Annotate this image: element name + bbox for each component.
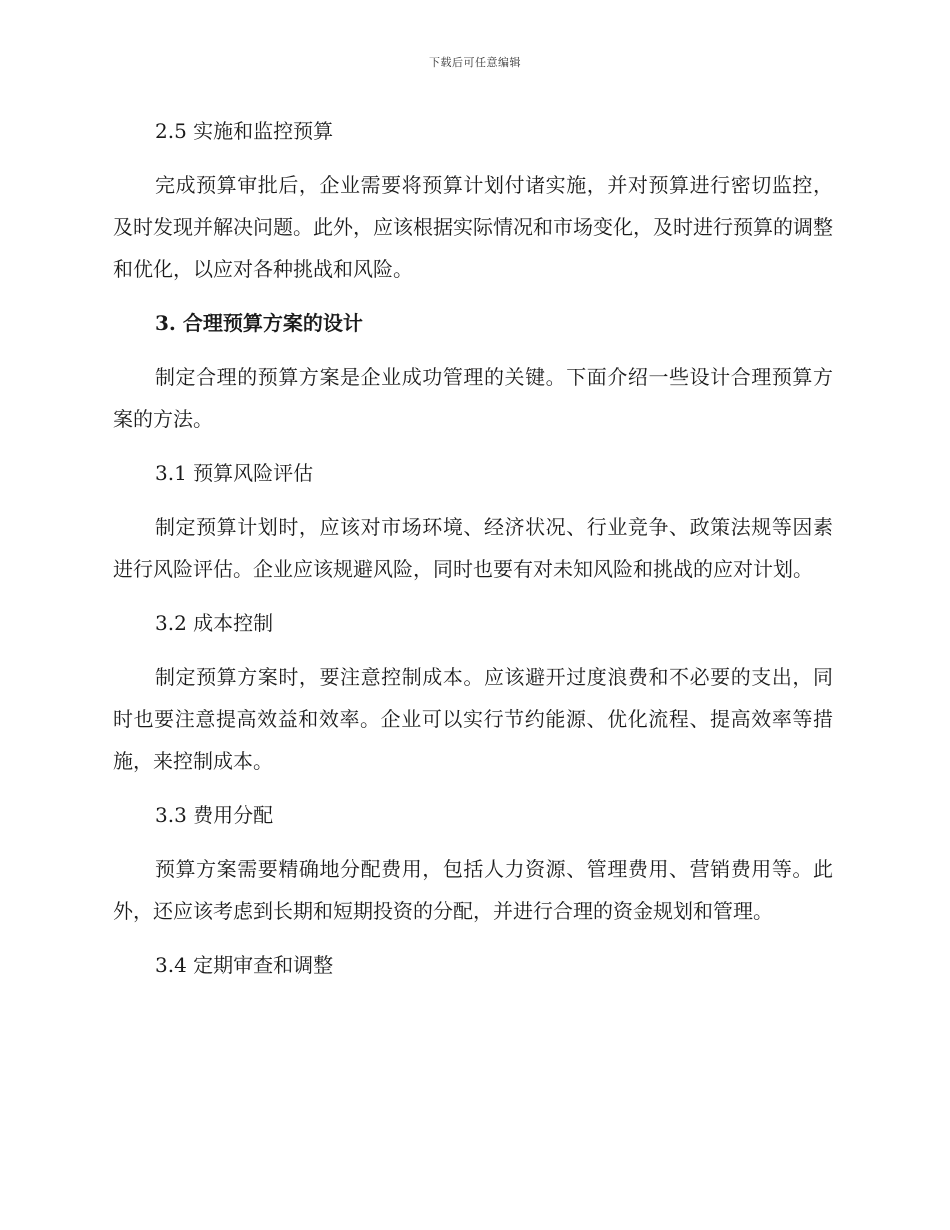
section-2-5-title: 2.5 实施和监控预算 — [155, 119, 334, 143]
section-3-intro-paragraph: 制定合理的预算方案是企业成功管理的关键。下面介绍一些设计合理预算方案的方法。 — [113, 365, 833, 431]
section-3-2-title: 3.2 成本控制 — [155, 611, 274, 635]
section-3-1-paragraph: 制定预算计划时，应该对市场环境、经济状况、行业竞争、政策法规等因素进行风险评估。企业应该规避风险，同时也要有对未知风险和挑战的应对计划。 — [113, 515, 833, 581]
section-3-4-title: 3.4 定期审查和调整 — [155, 953, 334, 977]
section-2-5-paragraph: 完成预算审批后，企业需要将预算计划付诸实施，并对预算进行密切监控，及时发现并解决问题。此外，应该根据实际情况和市场变化，及时进行预算的调整和优化，以应对各种挑战和风险。 — [113, 173, 833, 281]
section-3-1-title: 3.1 预算风险评估 — [155, 461, 314, 485]
section-3-2-paragraph: 制定预算方案时，要注意控制成本。应该避开过度浪费和不必要的支出，同时也要注意提高效益和效率。企业可以实行节约能源、优化流程、提高效率等措施，来控制成本。 — [113, 665, 833, 773]
section-3-3-title: 3.3 费用分配 — [155, 803, 274, 827]
section-3-3-paragraph: 预算方案需要精确地分配费用，包括人力资源、管理费用、营销费用等。此外，还应该考虑到长期和短期投资的分配，并进行合理的资金规划和管理。 — [113, 857, 833, 923]
document-body — [113, 110, 833, 998]
page-header: 下载后可任意编辑 — [429, 56, 521, 69]
section-3-heading: 3. 合理预算方案的设计 — [155, 311, 363, 335]
